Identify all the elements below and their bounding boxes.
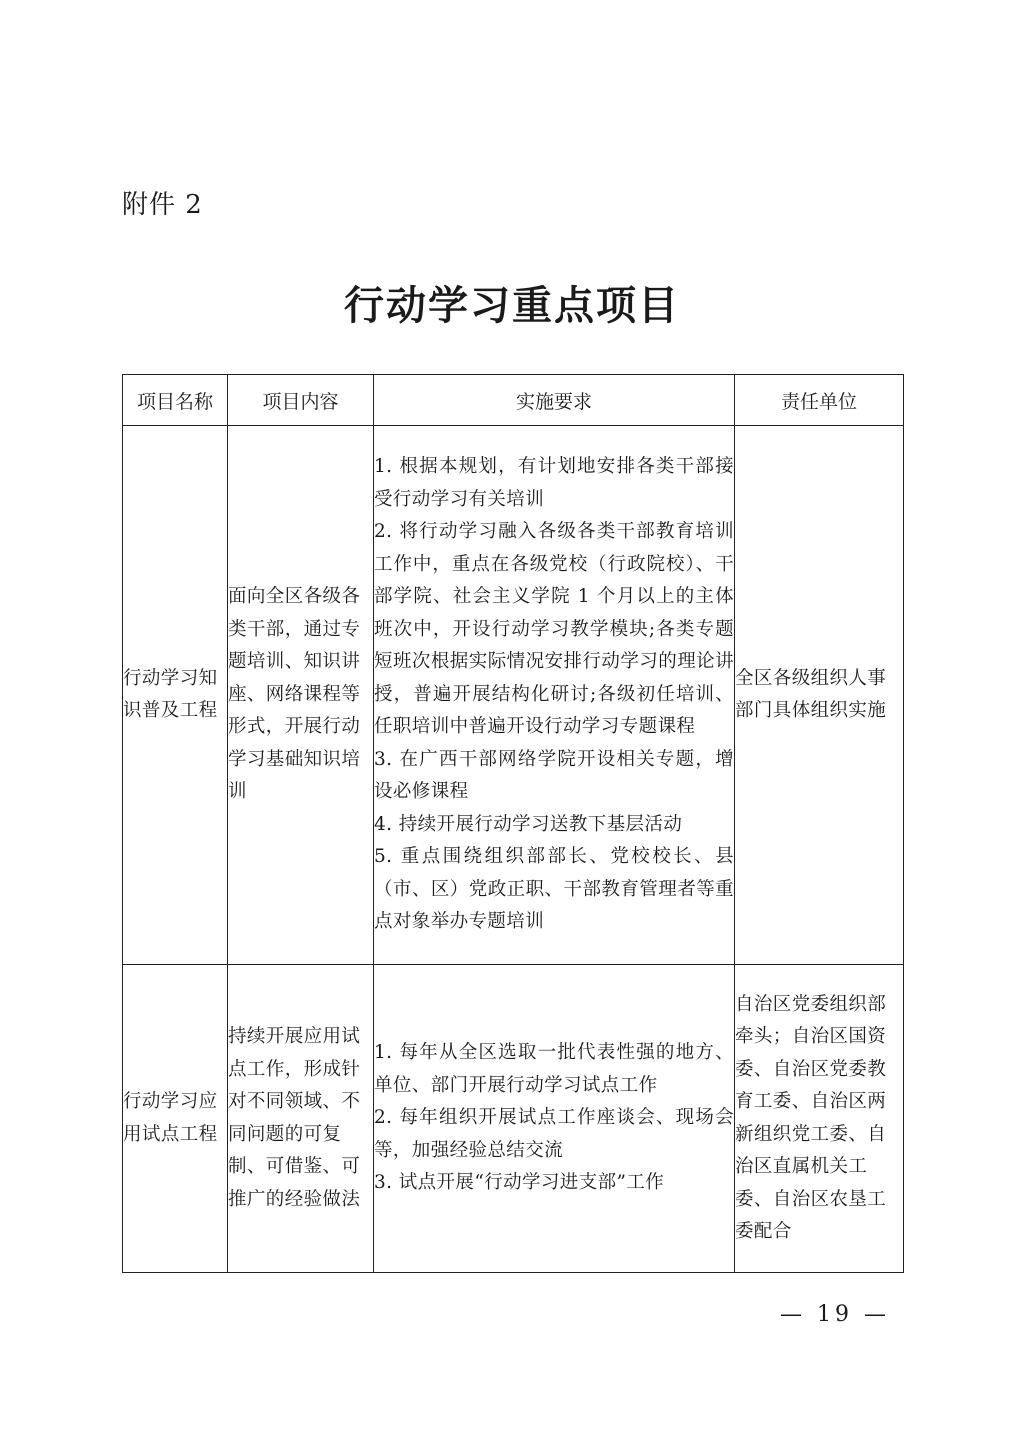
project-name: 行动学习应用试点工程	[123, 1091, 218, 1145]
row-requirements-cell	[374, 426, 735, 965]
row-name-cell	[123, 965, 228, 1273]
requirement-item: 1. 根据本规划，有计划地安排各类干部接受行动学习有关培训	[374, 456, 734, 510]
table-row	[123, 426, 904, 965]
requirement-item: 4. 持续开展行动学习送教下基层活动	[374, 813, 683, 835]
responsible-unit: 全区各级组织人事部门具体组织实施	[735, 667, 887, 721]
table-row	[123, 965, 904, 1273]
row-content-cell	[228, 426, 374, 965]
requirement-item: 2. 每年组织开展试点工作座谈会、现场会等，加强经验总结交流	[374, 1107, 734, 1161]
header-project-content: 项目内容	[228, 375, 374, 426]
row-requirements-cell	[374, 965, 735, 1273]
header-responsible-unit: 责任单位	[735, 375, 904, 426]
row-unit-cell	[735, 965, 904, 1273]
requirement-item: 5. 重点围绕组织部部长、党校校长、县（市、区）党政正职、干部教育管理者等重点对象举办专题培训	[374, 846, 734, 933]
requirement-item: 2. 将行动学习融入各级各类干部教育培训工作中，重点在各级党校（行政院校）、干部学院、社会主义学院 1 个月以上的主体班次中，开设行动学习教学模块;各类专题短班次根据实际情况安排行动学习的理论讲授，普遍开展结构化研讨;各级初任培训、任职培训中普遍开设行动学习专题课程	[374, 521, 734, 738]
header-requirements: 实施要求	[374, 375, 735, 426]
table-header-row	[123, 375, 904, 426]
attachment-label: 附件 2	[122, 190, 203, 220]
row-unit-cell	[735, 426, 904, 965]
project-content: 面向全区各级各类干部，通过专题培训、知识讲座、网络课程等形式，开展行动学习基础知识培训	[228, 586, 361, 803]
header-project-name: 项目名称	[123, 375, 228, 426]
row-content-cell	[228, 965, 374, 1273]
projects-table	[122, 374, 904, 1273]
requirement-item: 3. 试点开展“行动学习进支部”工作	[374, 1172, 665, 1194]
page-number: — 19 —	[780, 1302, 890, 1327]
responsible-unit: 自治区党委组织部牵头；自治区国资委、自治区党委教育工委、自治区两新组织党工委、自治区直属机关工委、自治区农垦工委配合	[735, 993, 887, 1242]
requirement-item: 3. 在广西干部网络学院开设相关专题，增设必修课程	[374, 748, 734, 803]
requirement-item: 1. 每年从全区选取一批代表性强的地方、单位、部门开展行动学习试点工作	[374, 1042, 734, 1096]
row-name-cell	[123, 426, 228, 965]
project-content: 持续开展应用试点工作，形成针对不同领域、不同问题的可复制、可借鉴、可推广的经验做法	[228, 1026, 361, 1210]
page-title: 行动学习重点项目	[344, 282, 680, 329]
project-name: 行动学习知识普及工程	[123, 667, 218, 721]
